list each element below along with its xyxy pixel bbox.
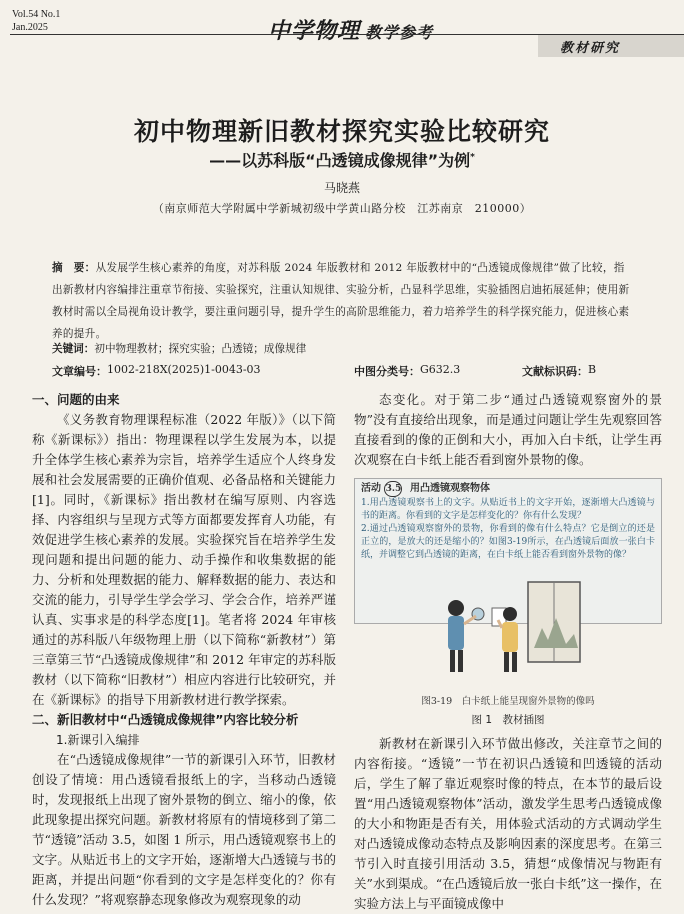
paragraph: 新教材在新课引入环节做出修改，关注章节之间的内容衔接。“透镜”一节在初识凸透镜和凹透镜的活动后，学生了解了靠近观察时像的特点，在本节的最后设置“用凸透镜观察物体”活动，激发学生思考凸透镜成像的大小和物距是否有关，用体验式活动的方式调动学生对凸透镜成像动态特点及影响因素的深度思考。在第三节引入时直接引用活动 3.5，猜想“成像情况与物距有关”水到渠成。“在凸透镜后放一张白卡纸”这一操作，在实验方法上与平面镜成像中 bbox=[354, 736, 662, 911]
affiliation: （南京师范大学附属中学新城初级中学黄山路分校 江苏南京 210000） bbox=[152, 202, 532, 215]
volume: Vol.54 No.1 bbox=[12, 9, 61, 20]
clc-label: 中图分类号： bbox=[354, 365, 420, 378]
clc-value: G632.3 bbox=[420, 363, 461, 376]
document-code-label: 文献标识码： bbox=[522, 365, 588, 378]
paragraph: 态变化。对于第二步“通过凸透镜观察窗外的景物”没有直接给出现象，而是通过问题让学生先观察回答直接看到的像的正倒和大小，再加入白卡纸，让学生再次观察在白卡纸上能否看到窗外景物的像。 bbox=[354, 392, 662, 467]
subsection-heading: 1.新课引入编排 bbox=[56, 733, 140, 747]
section-heading-2: 二、新旧教材中“凸透镜成像规律”内容比较分析 bbox=[32, 712, 299, 727]
subtitle-footnote-mark: * bbox=[470, 152, 475, 163]
issue-info bbox=[12, 8, 60, 34]
section-heading-1: 一、问题的由来 bbox=[32, 392, 120, 407]
activity-label: 活动 bbox=[361, 483, 381, 494]
activity-header bbox=[361, 481, 655, 497]
activity-title: 用凸透镜观察物体 bbox=[409, 483, 490, 494]
subtitle-text: ——以苏科版“凸透镜成像规律”为例 bbox=[209, 151, 471, 170]
abstract-label: 摘 要： bbox=[52, 262, 96, 274]
keywords bbox=[52, 341, 306, 356]
paragraph: 《义务教育物理课程标准（2022 年版）》（以下简称《新课标》）指出：物理课程以学生发展为本，以提升全体学生核心素养为宗旨，培养学生适应个人终身发展和社会发展需要的正确价值观、必备品格和关键能力[1]。同时，《新课标》指出教材在编写原则、内容选择、内容组织与呈现方式等方面都要发挥育人功能，有效促进学生核心素养的发展。实验探究旨在培养学生发现问题和提出问题的能力、动手操作和收集数据的能力、分析和处理数据的能力、解释数据的能力、表达和交流的能力，引导学生学会学习、学会合作，培养严谨认真、实事求是的科学态度[1]。笔者将 2024 年审核通过的苏科版八年级物理上册（以下简称“新教材”）第三章第三节“凸透镜成像规律”和 2012 年审定的苏科版教材（以下简称“旧教材”）相应内容进行比较研究，并在《新课标》的指导下用新教材进行教学探索。 bbox=[32, 412, 336, 707]
activity-number: 3.5 bbox=[384, 481, 402, 497]
activity-question-2: 2.通过凸透镜观察窗外的景物，你看到的像有什么特点？它是倒立的还是正立的，是放大的还是缩小的？如图3-19所示，在凸透镜后面放一张白卡纸，并调整它到凸透镜的距离，在白卡纸上能否看到窗外景物的像？ bbox=[361, 524, 655, 560]
clc-number bbox=[354, 363, 461, 379]
abstract-text: 从发展学生核心素养的角度，对苏科版 2024 年版教材和 2012 年版教材中的“凸透镜成像规律”做了比较，指出新教材内容编排注重章节衔接、实验探究，注重认知规律、实验分析，凸显科学思维，实验插图启迪拓展延伸；使用新教材时需以全局视角设计教学，要注重问题引导，提升学生的高阶思维能力，着力培养学生的科学探究能力，促进核心素养的提升。 bbox=[52, 262, 630, 340]
left-column bbox=[32, 390, 336, 910]
figure-1 bbox=[354, 478, 662, 728]
article-subtitle bbox=[0, 148, 684, 171]
figure-inner-caption: 图3-19 白卡纸上能呈现窗外景物的像吗 bbox=[421, 696, 595, 707]
document-code bbox=[522, 363, 597, 379]
activity-question-1: 1.用凸透镜观察书上的文字。从贴近书上的文字开始，逐渐增大凸透镜与书的距离。你看到的文字是怎样变化的？你有什么发现？ bbox=[361, 498, 655, 521]
journal-name bbox=[268, 14, 433, 45]
article-title: 初中物理新旧教材探究实验比较研究 bbox=[133, 117, 550, 146]
article-number-value: 1002-218X(2025)1-0043-03 bbox=[107, 363, 261, 376]
keywords-text: 初中物理教材；探究实验；凸透镜；成像规律 bbox=[94, 343, 307, 355]
section-tab bbox=[538, 34, 684, 57]
article-number-label: 文章编号： bbox=[52, 365, 107, 378]
keywords-label: 关键词： bbox=[52, 343, 95, 355]
paragraph: 在“凸透镜成像规律”一节的新课引入环节，旧教材创设了情境：用凸透镜看报纸上的字，当移动凸透镜时，发现报纸上出现了窗外景物的倒立、缩小的像，依此现象提出探究问题。新教材将原有的情境移到了第二节“透镜”活动 3.5，如图 1 所示，用凸透镜观察书上的文字。从贴近书上的文字开始，逐渐增大凸透镜与书的距离，并提出问题“你看到的文字是怎样变化的？你有什么发现？”将观察静态现象修改为观察现象的动 bbox=[32, 752, 336, 907]
textbook-illustration bbox=[438, 578, 588, 688]
abstract bbox=[52, 257, 632, 345]
author: 马晓燕 bbox=[323, 181, 360, 195]
article-number bbox=[52, 363, 261, 379]
right-column bbox=[354, 390, 662, 914]
section-label: 教材研究 bbox=[560, 41, 621, 56]
journal-tail: 教学参考 bbox=[365, 25, 434, 42]
issue-date: Jan.2025 bbox=[12, 22, 48, 33]
figure-caption: 图 1 教材插图 bbox=[471, 714, 545, 726]
document-code-value: B bbox=[588, 363, 597, 376]
journal-logo: 中学物理 bbox=[268, 18, 361, 43]
